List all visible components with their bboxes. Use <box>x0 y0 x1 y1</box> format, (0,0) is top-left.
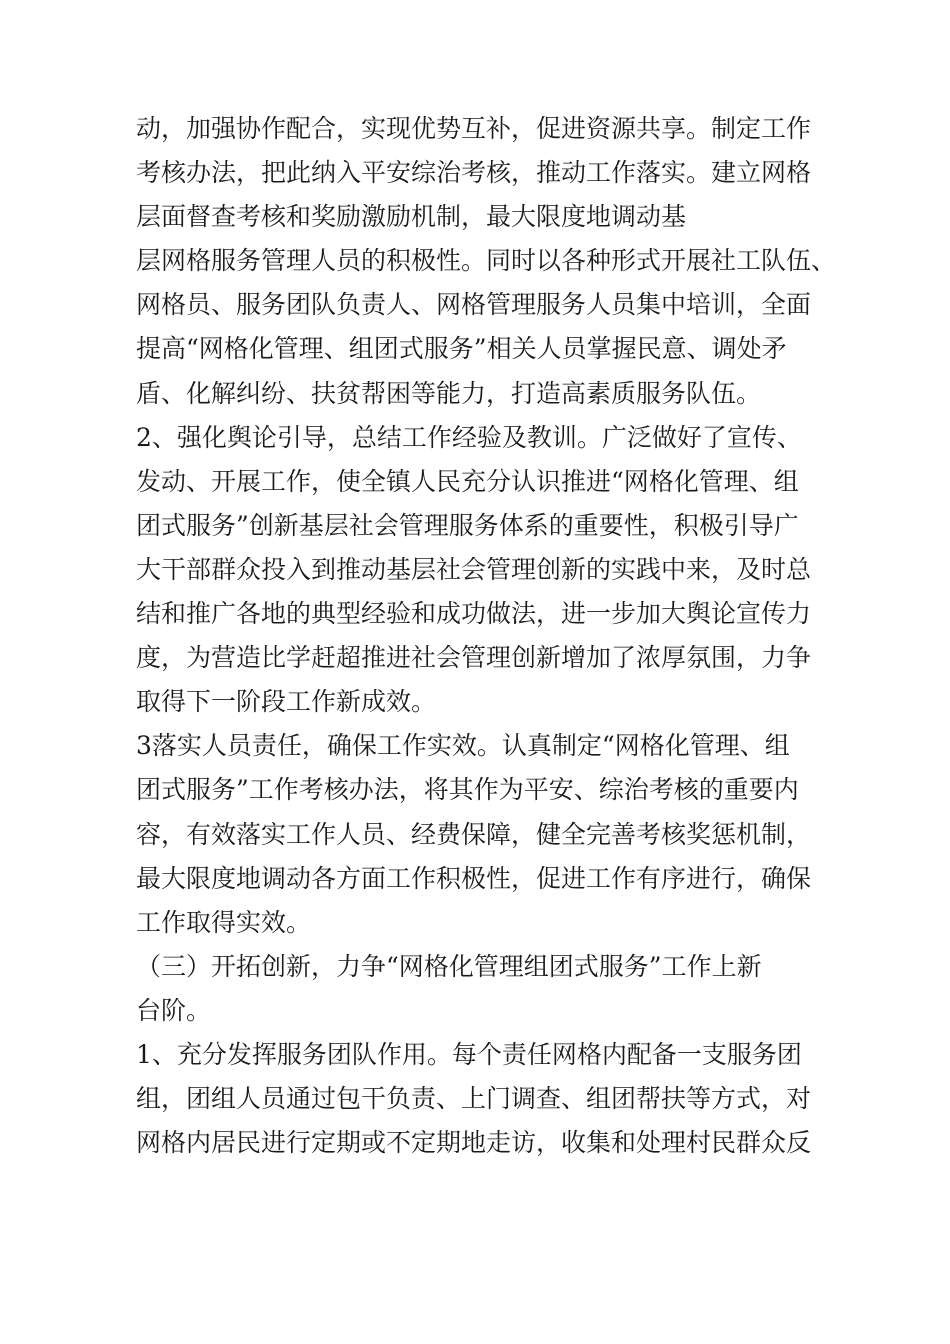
text-line: 团式服务”工作考核办法，将其作为平安、综治考核的重要内 <box>136 775 799 805</box>
text-line: 盾、化解纠纷、扶贫帮困等能力，打造高素质服务队伍。 <box>136 378 762 408</box>
text-line: 度，为营造比学赶超推进社会管理创新增加了浓厚氛围，力争 <box>136 643 812 673</box>
text-line: 发动、开展工作，使全镇人民充分认识推进“网格化管理、组 <box>136 466 799 496</box>
text-line: 结和推广各地的典型经验和成功做法，进一步加大舆论宣传力 <box>136 599 812 629</box>
text-line: 动，加强协作配合，实现优势互补，促进资源共享。制定工作 <box>136 114 812 143</box>
text-line: 1、充分发挥服务团队作用。每个责任网格内配备一支服务团 <box>136 1039 802 1069</box>
text-line: 层网格服务管理人员的积极性。同时以各种形式开展社工队伍、 <box>136 246 837 276</box>
text-line: 层面督查考核和奖励激励机制，最大限度地调动基 <box>136 202 687 232</box>
text-line: 网格内居民进行定期或不定期地走访，收集和处理村民群众反 <box>136 1128 812 1158</box>
text-line: 网格员、服务团队负责人、网格管理服务人员集中培训，全面 <box>136 290 812 320</box>
text-line: 容，有效落实工作人员、经费保障，健全完善考核奖惩机制， <box>136 819 812 849</box>
document-body <box>136 107 836 1165</box>
text-line: （三）开拓创新，力争“网格化管理组团式服务”工作上新 <box>136 951 762 981</box>
text-line: 2、强化舆论引导，总结工作经验及教训。广泛做好了宣传、 <box>136 422 802 452</box>
text-line: 组，团组人员通过包干负责、上门调查、组团帮扶等方式，对 <box>136 1084 812 1114</box>
text-line: 取得下一阶段工作新成效。 <box>136 687 437 717</box>
text-line: 大干部群众投入到推动基层社会管理创新的实践中来，及时总 <box>136 554 812 584</box>
text-line: 团式服务”创新基层社会管理服务体系的重要性，积极引导广 <box>136 510 799 540</box>
text-line: 提高“网格化管理、组团式服务”相关人员掌握民意、调处矛 <box>136 334 787 364</box>
text-line: 考核办法，把此纳入平安综治考核，推动工作落实。建立网格 <box>136 158 812 188</box>
text-line: 台阶。 <box>136 995 212 1025</box>
text-line: 工作取得实效。 <box>136 907 312 937</box>
text-line: 最大限度地调动各方面工作积极性，促进工作有序进行，确保 <box>136 863 812 893</box>
text-line: 3落实人员责任，确保工作实效。认真制定“网格化管理、组 <box>136 731 790 761</box>
